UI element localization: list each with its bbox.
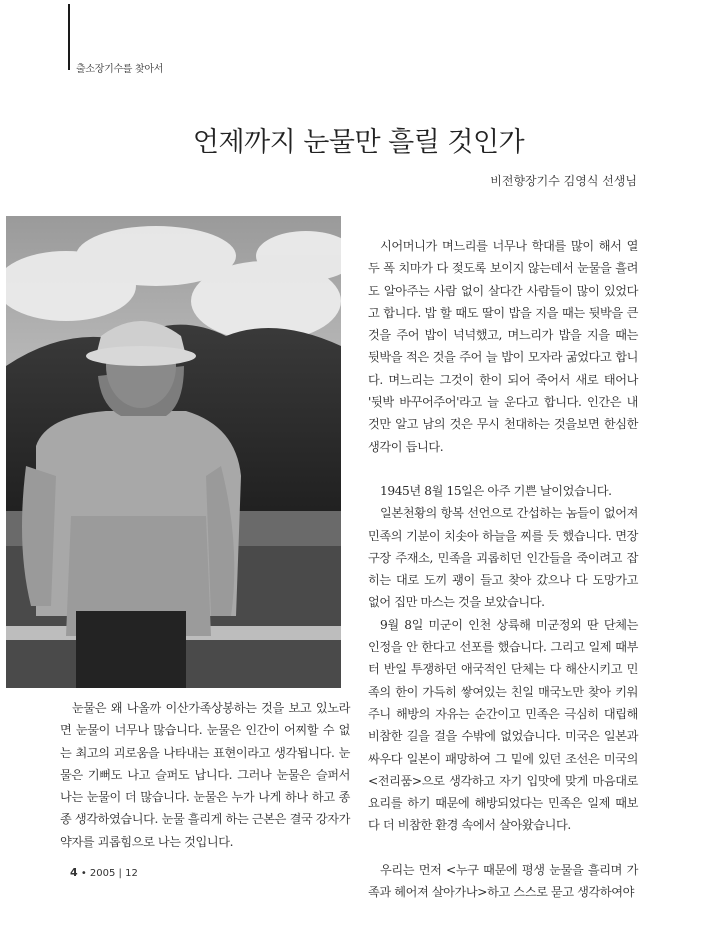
issue-date: • 2005 | 12	[80, 868, 138, 879]
page-number: 4	[70, 866, 78, 879]
section-label: 출소장기수를 찾아서	[76, 64, 164, 75]
right-paragraph: 우리는 먼저 <누구 때문에 평생 눈물을 흘리며 가족과 헤어져 살아가나>하고 스스로 묻고 생각하여야	[368, 862, 638, 900]
article-byline: 비전향장기수 김영식 선생님	[490, 174, 637, 188]
left-column	[60, 697, 350, 853]
portrait-photo	[6, 216, 341, 688]
page-footer	[70, 866, 138, 879]
right-paragraph: 시어머니가 며느리를 너무나 학대를 많이 해서 열두 폭 치마가 다 젖도록 보이지 않는데서 눈물을 흘려도 알아주는 사람 없이 살다간 사람들이 많이 있었다고 합니다. 밥 할 때도 딸이 밥을 지을 때는 뒷박을 큰 것을 주어 밥이 넉넉했고, 며느리가 밥을 지을 때는 뒷박을 적은 것을 주어 늘 밥이 모자라 굶었다고 합니다. 며느리는 그것이 한이 되어 죽어서 새로 태어나 '뒷박 바꾸어주어'라고 늘 운다고 합니다. 인간은 내 것만 알고 남의 것은 무시 천대하는 것을보면 한심한 생각이 듭니다.	[368, 239, 638, 454]
article-title: 언제까지 눈물만 흘릴 것인가	[192, 127, 525, 159]
right-column	[368, 235, 638, 903]
header-rule	[68, 4, 70, 70]
right-paragraph: 1945년 8월 15일은 아주 기쁜 날이었습니다.	[380, 483, 612, 498]
right-paragraph: 9월 8일 미군이 인천 상륙해 미군정외 딴 단체는 인정을 안 한다고 선포를 했습니다. 그리고 일제 때부터 반일 투쟁하던 애국적인 단체는 다 해산시키고 민족의 한이 가득히 쌓여있는 친일 매국노만 찾아 키워주니 해방의 자유는 순간이고 민족은 극심히 대립해 비참한 길을 걸을 수밖에 없었습니다. 미국은 일본과 싸우다 일본이 패망하여 그 밑에 있던 조선은 미국의 <전리품>으로 생각하고 자기 입맛에 맞게 마음대로 요리를 하기 때문에 해방되었다는 민족은 일제 때보다 더 비참한 환경 속에서 살아왔습니다.	[368, 617, 638, 833]
left-paragraph: 눈물은 왜 나올까 이산가족상봉하는 것을 보고 있노라면 눈물이 너무나 많습니다. 눈물은 인간이 어찌할 수 없는 최고의 괴로움을 나타내는 표현이라고 생각됩니다. 눈물은 기뻐도 나고 슬퍼도 납니다. 그러나 눈물은 슬퍼서 나는 눈물이 더 많습니다. 눈물은 누가 나게 하나 하고 종종 생각하였습니다. 눈물 흘리게 하는 근본은 결국 강자가 약자를 괴롭힘으로 나는 것입니다.	[60, 701, 350, 849]
right-paragraph: 일본천황의 항복 선언으로 간섭하는 놈들이 없어져 민족의 기분이 치솟아 하늘을 찌를 듯 했습니다. 면장 구장 주재소, 민족을 괴롭히던 인간들을 죽이려고 잡히는 대로 도끼 괭이 들고 찾아 갔으나 다 도망가고 없어 집만 마스는 것을 보았습니다.	[368, 506, 638, 610]
